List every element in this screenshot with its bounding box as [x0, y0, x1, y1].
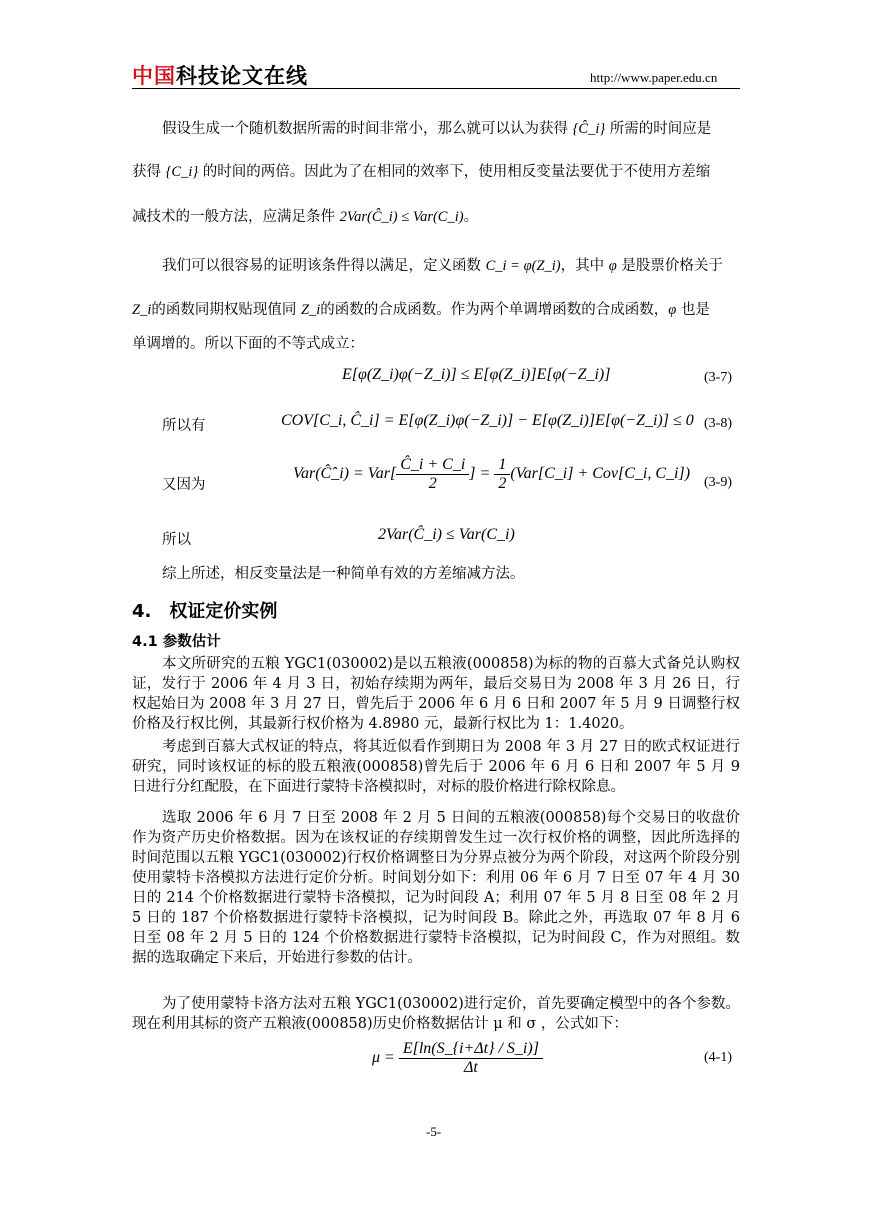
logo-red-text: 中国	[132, 64, 176, 88]
text: 的函数同期权贴现值同	[151, 302, 297, 318]
eq39-rhs: (Var[C_i] + Cov[C_i, C_i])	[510, 465, 691, 483]
math-inline: φ	[608, 258, 617, 274]
text: 是股票价格关于	[621, 258, 723, 274]
text: 所需的时间应是	[609, 121, 712, 137]
equation-final: 2Var(Ĉ_i) ≤ Var(C_i)	[378, 526, 515, 543]
eq39-half	[494, 456, 510, 493]
eq41-den: Δt	[463, 1059, 478, 1076]
text: 假设生成一个随机数据所需的时间非常小，那么就可以认为获得	[162, 121, 568, 137]
section4-para3: 选取 2006 年 6 月 7 日至 2008 年 2 月 5 日间的五粮液(000858)每个交易日的收盘价作为资产历史价格数据。因为在该权证的存续期曾发生过一次行权价格的调整，因此所选择的时间范围以五粮 YGC1(030002)行权价格调整日为分界点被分为两个阶段，对这两个阶段分别使用蒙特卡洛模拟方法进行定价分析。时间划分如下：利用 06 年 6 月 7 日至 07 年 4 月 30 日的 214 个价格数据进行蒙特卡洛模拟，记为时间段 A；利用 07 年 5 月 8 日至 08 年 2 月 5 日的 187 个价格数据进行蒙特卡洛模拟，记为时间段 B。除此之外，再选取 07 年 8 月 6 日至 08 年 2 月 5 日的 124 个价格数据进行蒙特卡洛模拟，记为时间段 C，作为对照组。数据的选取确定下来后，开始进行参数的估计。	[132, 810, 740, 966]
text: 也是	[680, 302, 710, 318]
intro-p1-line2	[132, 160, 710, 181]
equation-number-3-9: (3-9)	[704, 475, 732, 490]
section4-para4: 为了使用蒙特卡洛方法对五粮 YGC1(030002)进行定价，首先要确定模型中的各个参数。现在利用其标的资产五粮液(000858)历史价格数据估计 μ 和 σ ，公式如下：	[132, 996, 740, 1032]
text: 减技术的一般方法，应满足条件	[132, 209, 335, 225]
journal-logo	[132, 60, 308, 90]
eq39-half-num: 1	[494, 456, 510, 475]
eq39-mid: ] =	[469, 465, 491, 483]
equation-number-3-7: (3-7)	[704, 370, 732, 385]
section4-para2: 考虑到百慕大式权证的特点，将其近似看作到期日为 2008 年 3 月 27 日的欧式权证进行研究，同时该权证的标的股五粮液(000858)曾先后于 2006 年 6 月 6 日和 2007 年 5 月 9 日进行分红配股，在下面进行蒙特卡洛模拟时，对标的股价格进行除权除息。	[132, 739, 740, 795]
section-title: 4. 权证定价实例	[132, 601, 278, 622]
equation-3-8: COV[C_i, Ĉ_i] = E[φ(Z_i)φ(−Z_i)] − E[φ(Z_i)]E[φ(−Z_i)] ≤ 0	[281, 412, 694, 429]
equation-final-label: 所以	[162, 532, 191, 548]
eq39-frac-num: Ĉ_i + C_i	[396, 456, 469, 475]
equation-3-8-label: 所以有	[162, 418, 206, 434]
math-inline: Z_i	[300, 302, 321, 318]
math-inline: φ	[668, 302, 677, 318]
intro-p2-line3: 单调增的。所以下面的不等式成立：	[132, 336, 364, 352]
math-inline: C_i = φ(Z_i)	[485, 258, 561, 274]
equation-3-9	[293, 456, 690, 493]
eq41-fraction	[399, 1040, 543, 1077]
header-rule	[132, 88, 740, 89]
math-inline: Z_i	[132, 302, 152, 318]
logo-black-text: 科技论文在线	[176, 64, 308, 88]
equation-number-4-1: (4-1)	[704, 1050, 732, 1065]
eq39-frac-den: 2	[428, 475, 437, 492]
intro-p2-line2	[132, 298, 710, 319]
equation-number-3-8: (3-8)	[704, 416, 732, 431]
equation-4-1	[372, 1040, 543, 1077]
text: 我们可以很容易的证明该条件得以满足，定义函数	[162, 258, 481, 274]
intro-p1-line1	[162, 117, 711, 138]
eq41-num: E[ln(S_{i+Δt} / S_i)]	[399, 1040, 543, 1059]
intro-p1-line3	[132, 205, 478, 226]
math-inline: {Ĉ_i}	[572, 121, 606, 137]
text: 。	[463, 209, 479, 225]
section4-para1: 本文所研究的五粮 YGC1(030002)是以五粮液(000858)为标的物的百慕大式备兑认购权证，发行于 2006 年 4 月 3 日，初始存续期为两年，最后交易日为 2008 年 3 月 26 日，行权起始日为 2008 年 3 月 27 日，曾先后于 2006 年 6 月 6 日和 2007 年 5 月 9 日调整行权价格及行权比例，其最新行权价格为 4.8980 元，最新行权比为 1：1.4020。	[132, 656, 740, 732]
summary-sentence: 综上所述，相反变量法是一种简单有效的方差缩减方法。	[162, 566, 525, 582]
text: 的函数的合成函数。作为两个单调增函数的合成函数，	[320, 302, 669, 318]
subsection-title: 4.1 参数估计	[132, 634, 221, 650]
math-inline: 2Var(Ĉ_i) ≤ Var(C_i)	[339, 209, 464, 225]
eq39-half-den: 2	[498, 475, 507, 492]
eq39-lhs: Var(Ĉ̂_i) = Var[	[293, 465, 397, 483]
equation-3-7: E[φ(Z_i)φ(−Z_i)] ≤ E[φ(Z_i)]E[φ(−Z_i)]	[342, 366, 611, 383]
text: 获得	[132, 164, 161, 180]
eq39-fraction	[396, 456, 469, 493]
header-url[interactable]: http://www.paper.edu.cn	[590, 70, 718, 85]
text: ，其中	[560, 258, 605, 274]
intro-p2-line1	[162, 254, 723, 275]
eq41-lhs: μ =	[372, 1049, 395, 1067]
math-inline: {C_i}	[165, 164, 199, 180]
page-number: -5-	[426, 1124, 442, 1139]
text: 的时间的两倍。因此为了在相同的效率下，使用相反变量法要优于不使用方差缩	[202, 164, 711, 180]
equation-3-9-label: 又因为	[162, 477, 206, 493]
